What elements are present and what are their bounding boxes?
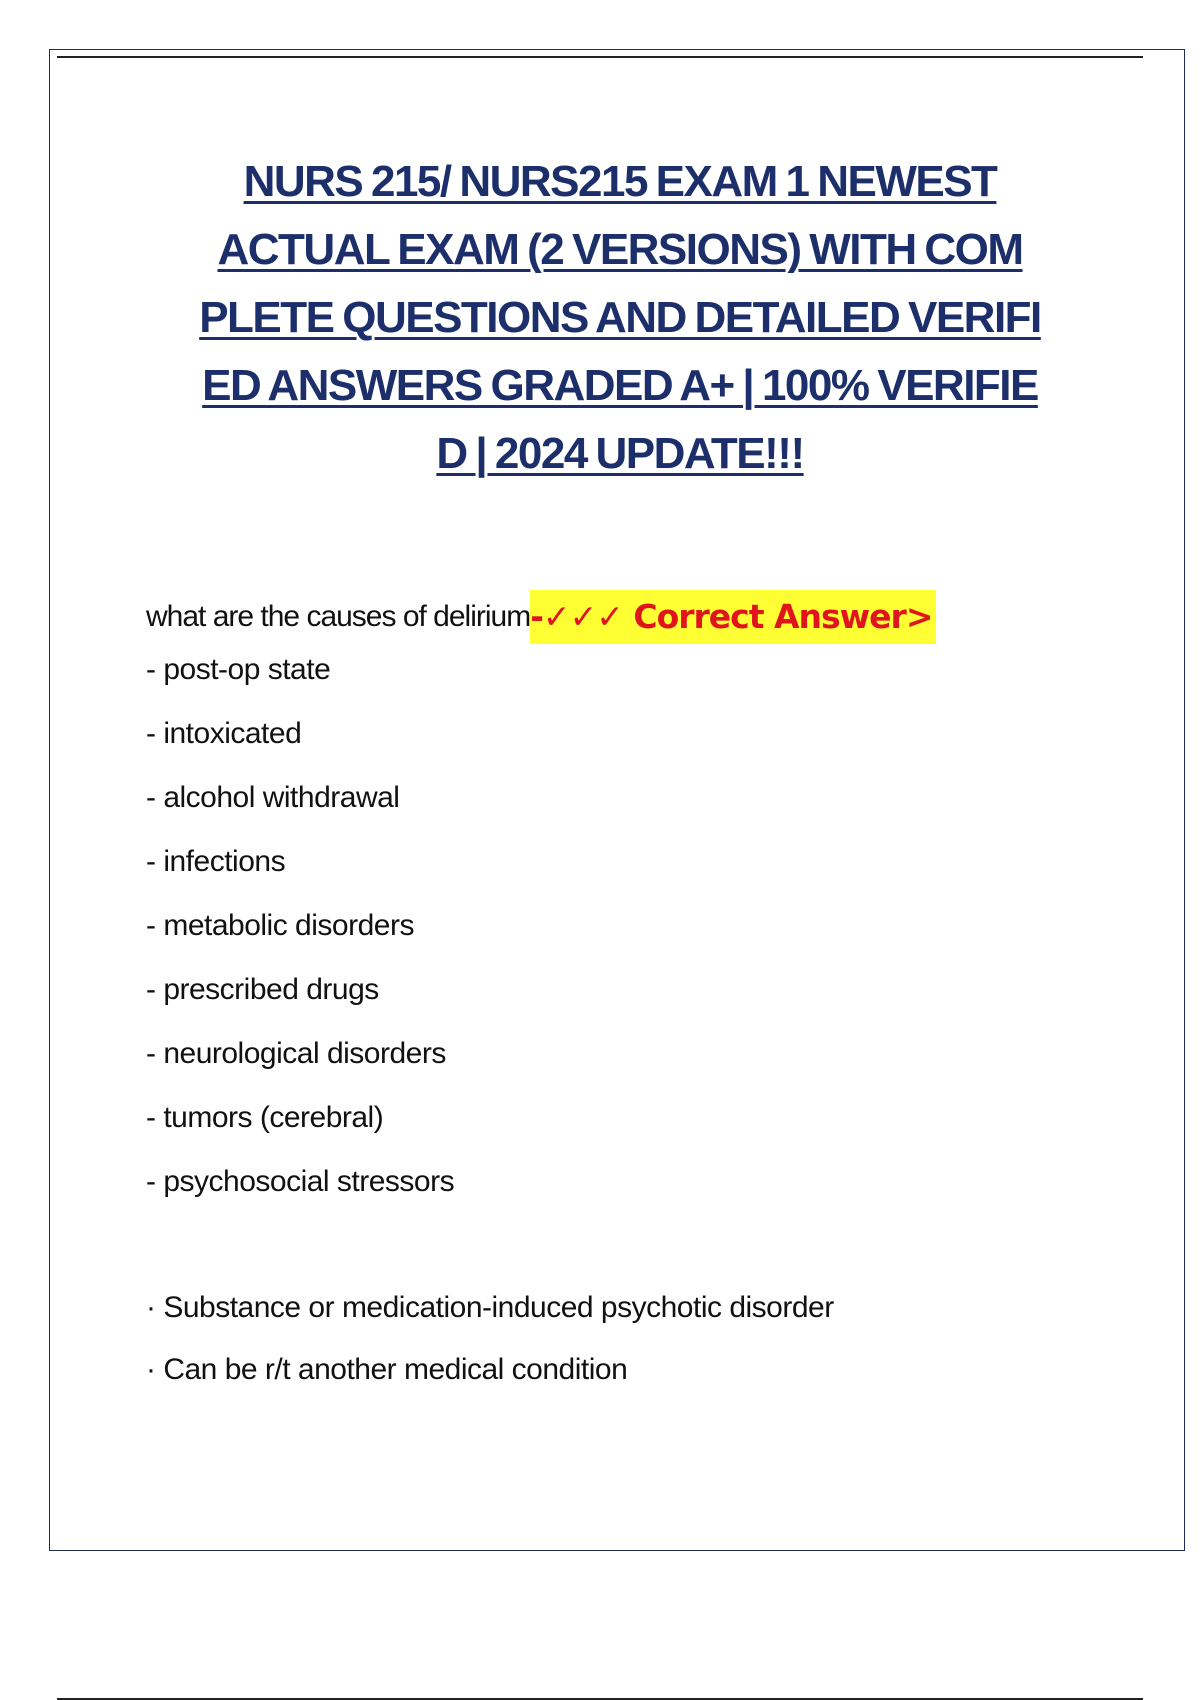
answer-item: - psychosocial stressors [146, 1165, 455, 1198]
title-line-4: ED ANSWERS GRADED A+ | 100% VERIFIE [202, 361, 1038, 410]
question-text: what are the causes of delirium [146, 600, 531, 633]
title-line-1: NURS 215/ NURS215 EXAM 1 NEWEST [243, 157, 997, 206]
top-rule [57, 56, 1143, 58]
answer-item: - neurological disorders [146, 1037, 446, 1070]
question-line [146, 590, 936, 644]
answer-item: - tumors (cerebral) [146, 1101, 384, 1134]
answer-item: - alcohol withdrawal [146, 781, 400, 814]
correct-answer-tag: -✓✓✓ Correct Answer> [530, 590, 936, 644]
note-item: · Substance or medication-induced psychotic disorder [146, 1291, 834, 1324]
title-line-2: ACTUAL EXAM (2 VERSIONS) WITH COM [217, 225, 1023, 274]
answer-block [146, 648, 1176, 1224]
title-line-5: D | 2024 UPDATE!!! [436, 429, 804, 478]
answer-item: - prescribed drugs [146, 973, 379, 1006]
answer-item: - intoxicated [146, 717, 302, 750]
note-list [146, 1286, 834, 1410]
answer-list [146, 648, 1176, 1224]
title-line-3: PLETE QUESTIONS AND DETAILED VERIFI [199, 293, 1041, 342]
note-item: · Can be r/t another medical condition [146, 1353, 628, 1386]
answer-item: - infections [146, 845, 286, 878]
answer-item: - post-op state [146, 653, 331, 686]
answer-item: - metabolic disorders [146, 909, 414, 942]
document-title [170, 148, 1070, 488]
